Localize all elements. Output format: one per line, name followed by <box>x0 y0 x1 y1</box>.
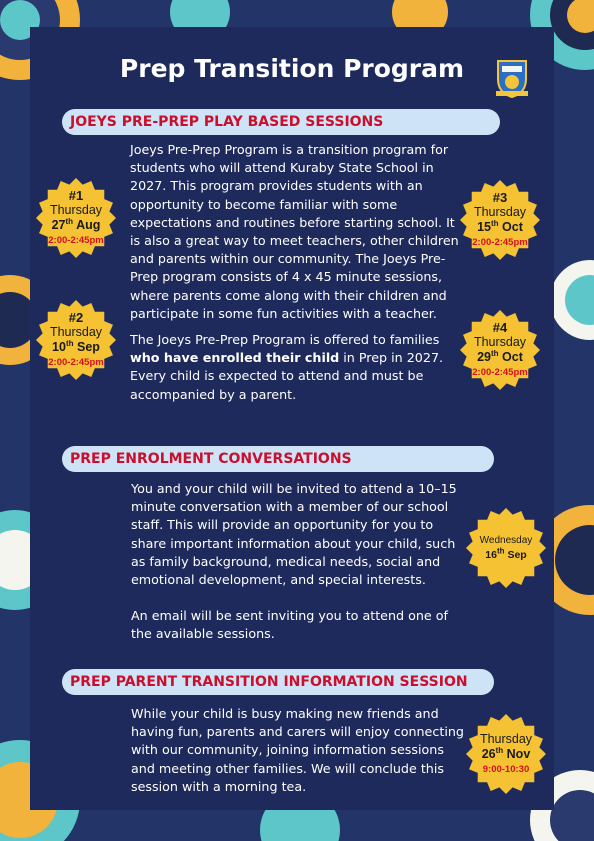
parent-session-paragraph: While your child is busy making new friends and having fun, parents and carers will enjoy connecting with our community, joining information sessions and meeting other families. We will conclude this session with a morning tea. <box>131 706 464 794</box>
joeys-paragraph-2: The Joeys Pre-Prep Program is offered to families who have enrolled their child in Prep in 2027. Every child is expected to attend and must be accompanied by a parent. <box>130 332 444 402</box>
session-badge-1: #1 Thursday 27th Aug 2:00-2:45pm <box>36 178 116 258</box>
session-badge-3: #3 Thursday 15th Oct 2:00-2:45pm <box>460 180 540 260</box>
enrolment-description <box>131 480 466 644</box>
joeys-description <box>130 141 465 404</box>
joeys-paragraph-1: Joeys Pre-Prep Program is a transition program for students who will attend Kuraby State School in 2027. This program provides students with an opportunity to become familiar with some expectations and routines before starting school. It is also a great way to meet teachers, other children and parents within our community. The Joeys Pre-Prep program consists of 4 x 45 minute sessions, where parents come along with their children and participate in some fun activities with a teacher. <box>130 142 459 321</box>
enrolment-paragraph-2: An email will be sent inviting you to attend one of the available sessions. <box>131 608 448 642</box>
school-crest-icon <box>492 57 532 99</box>
session-badge-4: #4 Thursday 29th Oct 2:00-2:45pm <box>460 310 540 390</box>
enrolment-paragraph-1: You and your child will be invited to attend a 10–15 minute conversation with a member of our school staff. This will provide an opportunity for you to share important information about your child, such as family background, medical needs, social and emotional development, and special interests. <box>131 481 457 588</box>
section-heading-joeys: JOEYS PRE-PREP PLAY BASED SESSIONS <box>62 109 500 135</box>
enrolment-badge: Wednesday 16th Sep <box>466 508 546 588</box>
parent-session-description <box>131 705 466 796</box>
page-title: Prep Transition Program <box>119 54 465 83</box>
session-badge-2: #2 Thursday 10th Sep 2:00-2:45pm <box>36 300 116 380</box>
section-heading-enrolment: PREP ENROLMENT CONVERSATIONS <box>62 446 494 472</box>
section-heading-parent-session: PREP PARENT TRANSITION INFORMATION SESSION <box>62 669 494 695</box>
parent-session-badge: Thursday 26th Nov 9:00-10:30 <box>466 714 546 794</box>
